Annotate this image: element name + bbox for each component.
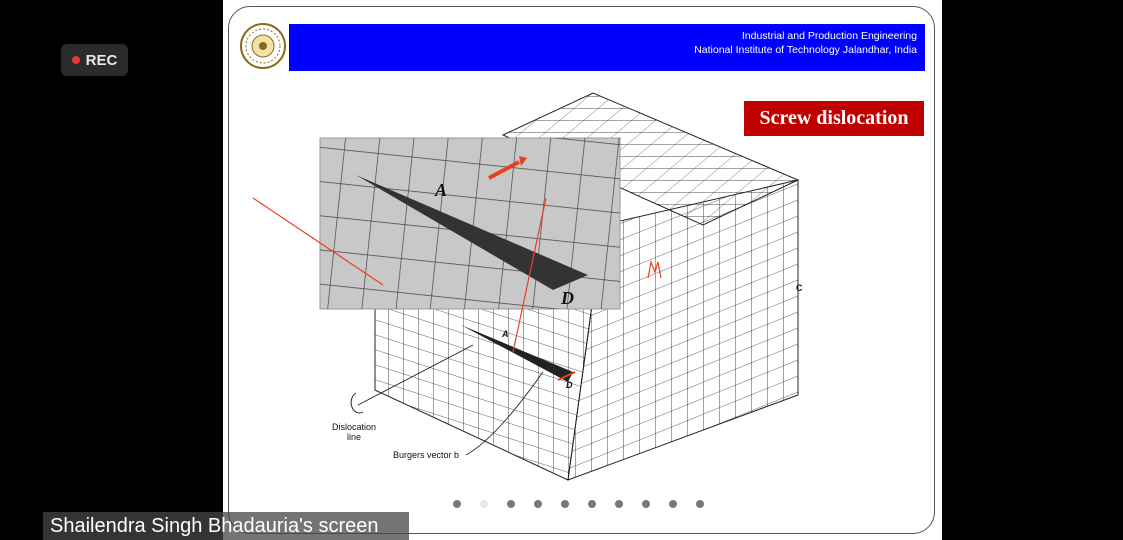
label-a-small: A <box>502 329 509 339</box>
slide-title: Screw dislocation <box>744 101 924 136</box>
label-d-small: D <box>566 380 573 390</box>
slide-pagination <box>453 500 704 508</box>
page-dot[interactable] <box>615 500 623 508</box>
institute-name: National Institute of Technology Jalandhar, India <box>694 44 917 56</box>
record-dot-icon <box>72 56 80 64</box>
presentation-slide <box>223 0 942 540</box>
label-a-zoom: A <box>435 180 448 200</box>
recording-indicator <box>61 44 128 76</box>
label-burgers-vector: Burgers vector b <box>393 450 460 460</box>
department-name: Industrial and Production Engineering <box>741 30 917 42</box>
label-c: C <box>796 283 803 293</box>
page-dot[interactable] <box>588 500 596 508</box>
page-dot[interactable] <box>507 500 515 508</box>
page-dot-active[interactable] <box>480 500 488 508</box>
page-dot[interactable] <box>669 500 677 508</box>
screen-share-label: Shailendra Singh Bhadauria's screen <box>43 512 409 540</box>
recording-label: REC <box>85 51 118 69</box>
screw-dislocation-figure <box>223 0 942 540</box>
page-dot[interactable] <box>696 500 704 508</box>
label-d-zoom: D <box>561 288 574 308</box>
page-dot[interactable] <box>561 500 569 508</box>
page-dot[interactable] <box>534 500 542 508</box>
page-dot[interactable] <box>453 500 461 508</box>
page-dot[interactable] <box>642 500 650 508</box>
label-dislocation-line: Dislocation line <box>332 422 377 442</box>
